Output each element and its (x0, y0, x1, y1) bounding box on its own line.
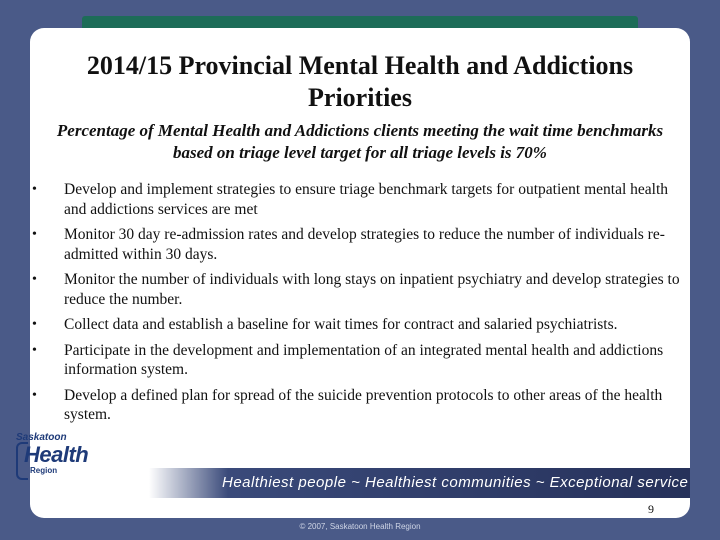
bullet-text: Collect data and establish a baseline for wait times for contract and salaried psychiatrists. (64, 316, 618, 333)
bullet-list (30, 180, 690, 431)
bullet-icon: • (32, 182, 37, 197)
saskatoon-health-logo (16, 432, 88, 478)
slide-subtitle: Percentage of Mental Health and Addictions clients meeting the wait time benchmarks based on triage level target for all triage levels is 70% (56, 121, 664, 162)
bullet-item-2 (30, 225, 690, 264)
bullet-item-4 (30, 315, 690, 335)
slide-panel (30, 28, 690, 518)
page-number: 9 (648, 502, 654, 516)
bullet-text: Develop and implement strategies to ensure triage benchmark targets for outpatient mental health and addictions services are met (64, 181, 669, 218)
copyright-text: © 2007, Saskatoon Health Region (299, 522, 421, 531)
logo-text-bottom: Region (30, 466, 58, 475)
bullet-item-6 (30, 386, 690, 425)
bullet-item-1 (30, 180, 690, 219)
logo-text-top: Saskatoon (16, 432, 67, 443)
bullet-icon: • (32, 227, 37, 242)
bullet-text: Monitor 30 day re-admission rates and develop strategies to reduce the number of individuals re-admitted within 30 days. (64, 226, 665, 263)
bullet-text: Participate in the development and implementation of an integrated mental health and addictions information system. (64, 341, 664, 378)
bullet-text: Develop a defined plan for spread of the suicide prevention protocols to other areas of the health system. (64, 386, 663, 423)
footer-slogan: Healthiest people ~ Healthiest communities ~ Exceptional service (222, 474, 689, 491)
bullet-icon: • (32, 342, 37, 358)
slide-title: 2014/15 Provincial Mental Health and Addictions Priorities (86, 51, 634, 112)
bullet-icon: • (32, 272, 37, 287)
bullet-icon: • (32, 387, 37, 403)
bullet-item-5 (30, 341, 690, 380)
footer-banner (30, 468, 690, 498)
bullet-text: Monitor the number of individuals with long stays on inpatient psychiatry and develop strategies to reduce the number. (64, 271, 680, 308)
bullet-item-3 (30, 270, 690, 309)
bullet-icon: • (32, 317, 37, 332)
logo-text-main: Health (24, 442, 89, 467)
